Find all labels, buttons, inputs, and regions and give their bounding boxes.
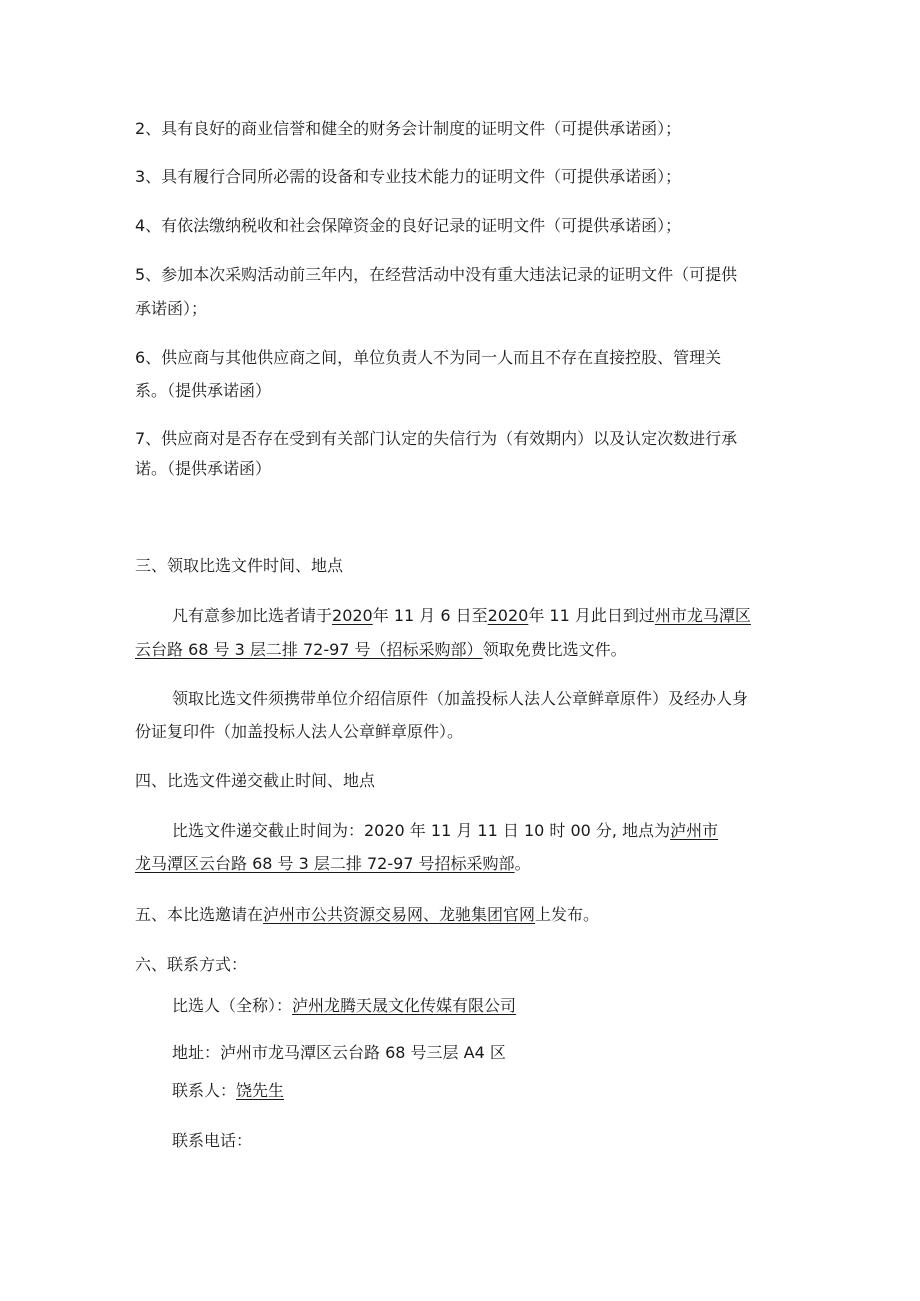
section-6-heading: 六、联系方式： (135, 955, 248, 974)
bidder-line (172, 995, 516, 1017)
text: 五、本比选邀请在 (135, 905, 264, 924)
qualification-item-5-line2: 承诺函）； (135, 299, 208, 318)
qualification-item-6-line1: 6、供应商与其他供应商之间，单位负责人不为同一人而且不存在直接控股、管理关 (135, 348, 722, 367)
section-3-paragraph-1-line1 (172, 605, 751, 627)
qualification-item-6-line2: 系。（提供承诺函） (135, 381, 272, 400)
qualification-item-4: 4、有依法缴纳税收和社会保障资金的良好记录的证明文件（可提供承诺函）； (135, 216, 682, 235)
section-4-paragraph-line2 (135, 853, 531, 875)
submission-address-cont: 龙马潭区云台路 68 号 3 层二排 72-97 号招标采购部 (135, 854, 515, 873)
text: 凡有意参加比选者请于 (172, 606, 333, 625)
section-5-paragraph (135, 904, 599, 926)
contact-line (172, 1080, 284, 1102)
submission-address: 泸州市 (670, 821, 719, 840)
end-year: 2020 (487, 606, 529, 625)
text: 年 11 月 6 日至 (372, 606, 488, 625)
section-3-paragraph-1-line2 (135, 639, 627, 661)
text: 上发布。 (535, 905, 600, 924)
section-3-paragraph-2-line1: 领取比选文件须携带单位介绍信原件（加盖投标人法人公章鲜章原件）及经办人身 (172, 689, 749, 708)
section-4-paragraph-line1 (172, 820, 718, 842)
pickup-address: 州市龙马潭区 (654, 606, 751, 625)
qualification-item-3: 3、具有履行合同所必需的设备和专业技术能力的证明文件（可提供承诺函）； (135, 167, 682, 186)
qualification-item-5-line1: 5、参加本次采购活动前三年内，在经营活动中没有重大违法记录的证明文件（可提供 (135, 265, 738, 284)
phone-line: 联系电话： (172, 1131, 253, 1150)
start-year: 2020 (332, 606, 373, 625)
qualification-item-2: 2、具有良好的商业信誉和健全的财务会计制度的证明文件（可提供承诺函）； (135, 119, 682, 138)
address-line: 地址：泸州市龙马潭区云台路 68 号三层 A4 区 (172, 1043, 506, 1062)
text: 。 (514, 854, 531, 873)
section-3-heading: 三、领取比选文件时间、地点 (135, 556, 344, 575)
publishing-sites: 泸州市公共资源交易网、龙驰集团官网 (263, 905, 536, 924)
contact-label: 联系人： (172, 1081, 237, 1100)
contact-name: 饶先生 (236, 1081, 285, 1100)
section-4-heading: 四、比选文件递交截止时间、地点 (135, 771, 376, 790)
qualification-item-7-line1: 7、供应商对是否存在受到有关部门认定的失信行为（有效期内）以及认定次数进行承 (135, 429, 738, 448)
qualification-item-7-line2: 诺。（提供承诺函） (135, 459, 272, 478)
pickup-address-cont: 云台路 68 号 3 层二排 72-97 号（招标采购部） (135, 640, 483, 659)
section-3-paragraph-2-line2: 份证复印件（加盖投标人法人公章鲜章原件）。 (135, 722, 464, 741)
text: 比选文件递交截止时间为：2020 年 11 月 11 日 10 时 00 分, 地点为 (172, 821, 671, 840)
text: 领取免费比选文件。 (482, 640, 627, 659)
text: 年 11 月此日到过 (528, 606, 655, 625)
bidder-label: 比选人（全称）： (172, 996, 293, 1015)
bidder-name: 泸州龙腾天晟文化传媒有限公司 (292, 996, 517, 1015)
